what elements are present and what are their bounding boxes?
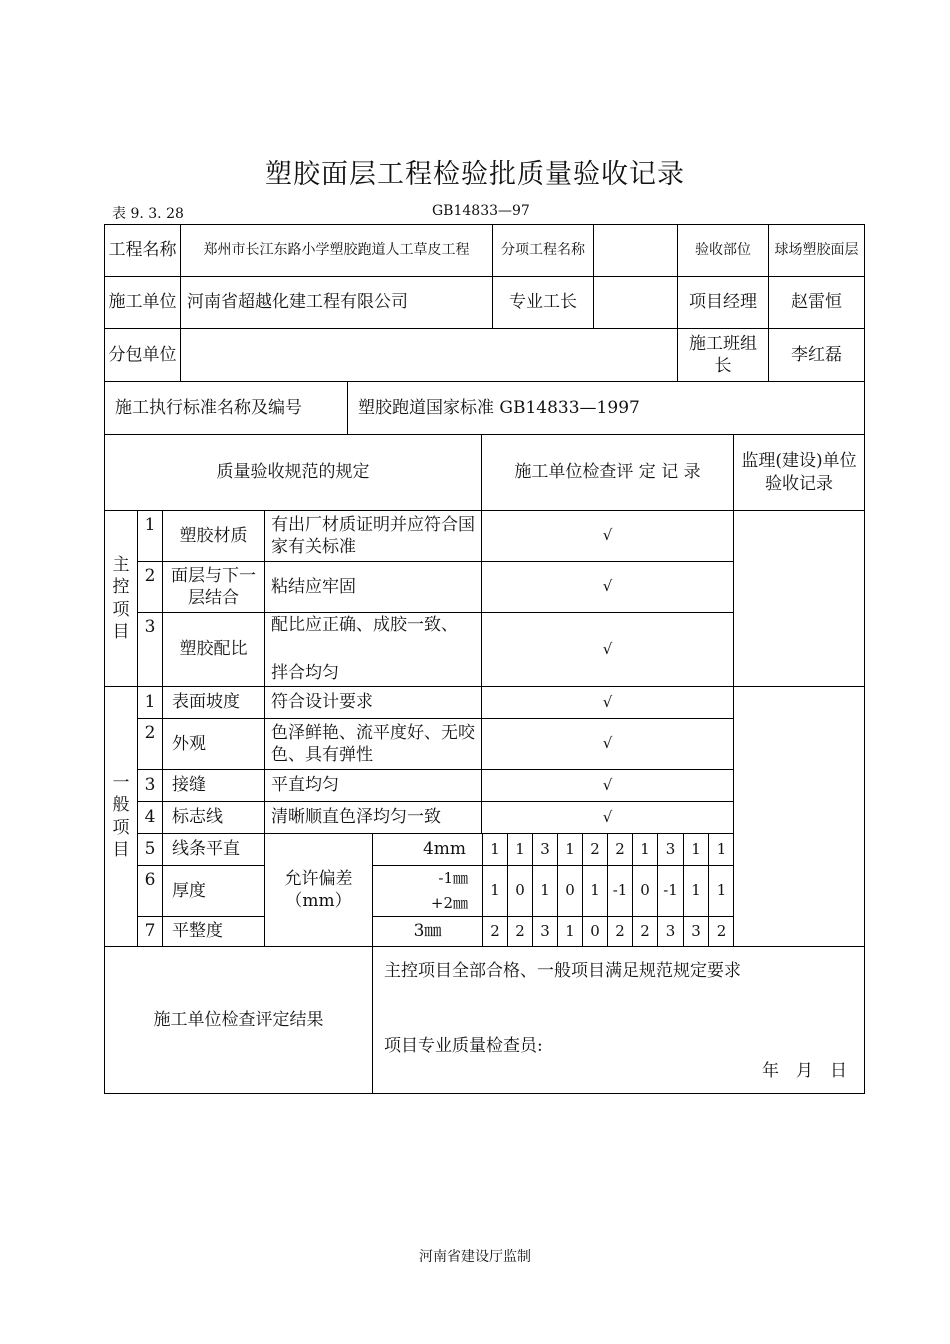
accept-part-value: 球场塑胶面层 [774,242,859,259]
project-name-value: 郑州市长江东路小学塑胶跑道人工草皮工程 [203,242,470,259]
general-item-3-name: 接缝 [172,775,206,796]
general-item-1-no: 1 [144,692,156,713]
measured-item-5-name: 线条平直 [172,839,240,860]
measured-value-cell: 1 [490,839,500,858]
measured-value-cell: 2 [590,839,600,858]
measured-item-6-name: 厚度 [172,880,206,901]
main-item-2-requirement: 粘结应牢固 [271,576,356,597]
main-group-label: 主控项目 [112,555,130,642]
measured-item-7-tolerance: 3㎜ [413,921,442,942]
subcontractor-value [181,329,677,381]
main-item-1-name: 塑胶材质 [179,525,248,546]
measured-value-cell: 1 [490,881,500,900]
foreman-label: 专业工长 [509,292,577,313]
measured-value-cell: 2 [615,839,625,858]
measured-value-cell: 3 [540,921,550,940]
contractor-check-column-header: 施工单位检查评 定 记 录 [514,462,701,483]
measured-value-cell: 0 [565,881,575,900]
general-item-2-name: 外观 [172,733,206,754]
general-item-4-no: 4 [144,807,156,828]
manager-label: 项目经理 [689,292,757,313]
general-item-1-requirement: 符合设计要求 [271,692,373,713]
main-item-1-check: √ [602,526,613,545]
project-name-label: 工程名称 [108,240,177,261]
general-item-3-requirement: 平直均匀 [271,775,339,796]
general-item-3-check: √ [602,775,613,794]
measured-value-cell: 3 [691,921,701,940]
measured-value-cell: 1 [716,839,727,858]
team-leader-value: 李红磊 [791,344,842,365]
main-item-3-no: 3 [144,617,156,637]
general-item-2-no: 2 [144,723,156,743]
standard-value: 塑胶跑道国家标准 GB14833—1997 [358,397,640,418]
main-item-1-no: 1 [144,515,156,535]
general-item-1-check: √ [602,692,613,711]
measured-value-cell: 2 [615,921,625,940]
main-item-1-requirement: 有出厂材质证明并应符合国家有关标准 [271,514,475,557]
general-item-2-requirement: 色泽鲜艳、流平度好、无咬色、具有弹性 [271,722,475,765]
supervisor-column-header: 监理(建设)单位验收记录 [741,451,857,494]
general-item-4-name: 标志线 [172,807,223,828]
measured-item-5-no: 5 [144,839,156,860]
contractor-value: 河南省超越化建工程有限公司 [187,292,408,313]
measured-value-cell: 0 [590,921,600,940]
main-item-3-check: √ [602,639,613,658]
measured-item-6-no: 6 [144,870,156,890]
measured-value-cell: 0 [640,881,650,900]
main-item-3-requirement-b: 拌合均匀 [271,663,339,684]
measured-value-cell: 1 [565,921,575,940]
footer-issuer: 河南省建设厅监制 [419,1249,531,1265]
measured-value-cell: 2 [716,921,727,940]
contractor-label: 施工单位 [108,292,177,313]
page-title: 塑胶面层工程检验批质量验收记录 [265,159,685,190]
measured-value-cell: -1 [663,881,678,900]
measured-item-6-tolerance-a: -1㎜ [438,868,468,887]
measured-value-cell: 1 [640,839,650,858]
measured-value-cell: 0 [515,881,525,900]
manager-value: 赵雷恒 [791,292,842,313]
inspector-label: 项目专业质量检查员: [384,1035,543,1056]
general-item-4-check: √ [602,807,613,826]
measured-value-cell: -1 [612,881,628,900]
measured-item-5-tolerance: 4mm [422,839,466,860]
main-item-3-requirement-a: 配比应正确、成胶一致、 [271,615,458,636]
spec-column-header: 质量验收规范的规定 [216,462,370,483]
measured-item-7-no: 7 [144,921,156,942]
result-label: 施工单位检查评定结果 [153,1009,324,1030]
tolerance-label: 允许偏差（mm） [284,868,353,911]
main-item-2-name: 面层与下一层结合 [171,565,256,608]
table-number: 表 9. 3. 28 [112,206,184,222]
date-label: 年 月 日 [762,1060,847,1081]
subcontractor-label: 分包单位 [108,344,177,365]
measured-value-cell: 1 [691,839,701,858]
measured-value-cell: 1 [716,881,727,900]
measured-value-cell: 1 [515,839,525,858]
team-leader-label: 施工班组长 [689,333,757,376]
measured-value-cell: 1 [540,881,550,900]
measured-value-cell: 3 [665,839,676,858]
general-item-2-check: √ [602,734,613,753]
main-item-3-name: 塑胶配比 [179,639,248,660]
measured-value-cell: 2 [490,921,500,940]
measured-item-7-name: 平整度 [172,921,223,942]
measured-value-cell: 3 [665,921,676,940]
measured-value-cell: 2 [640,921,650,940]
general-item-1-name: 表面坡度 [172,692,240,713]
measured-value-cell: 2 [515,921,525,940]
general-item-4-requirement: 清晰顺直色泽均匀一致 [271,807,441,828]
sub-project-value [594,225,677,276]
measured-item-6-tolerance-b: +2㎜ [430,893,468,912]
sub-project-label: 分项工程名称 [501,242,585,259]
measured-value-cell: 1 [691,881,701,900]
standard-label: 施工执行标准名称及编号 [115,397,302,418]
result-text: 主控项目全部合格、一般项目满足规范规定要求 [384,960,741,981]
measured-value-cell: 3 [540,839,550,858]
general-group-label: 一般项目 [112,773,130,860]
measured-value-cell: 1 [590,881,600,900]
measured-value-cell: 1 [565,839,575,858]
foreman-value [594,277,677,328]
accept-part-label: 验收部位 [695,242,751,259]
main-item-2-no: 2 [144,566,156,586]
main-item-2-check: √ [602,577,613,596]
standard-code: GB14833—97 [432,203,530,219]
general-item-3-no: 3 [144,775,156,796]
